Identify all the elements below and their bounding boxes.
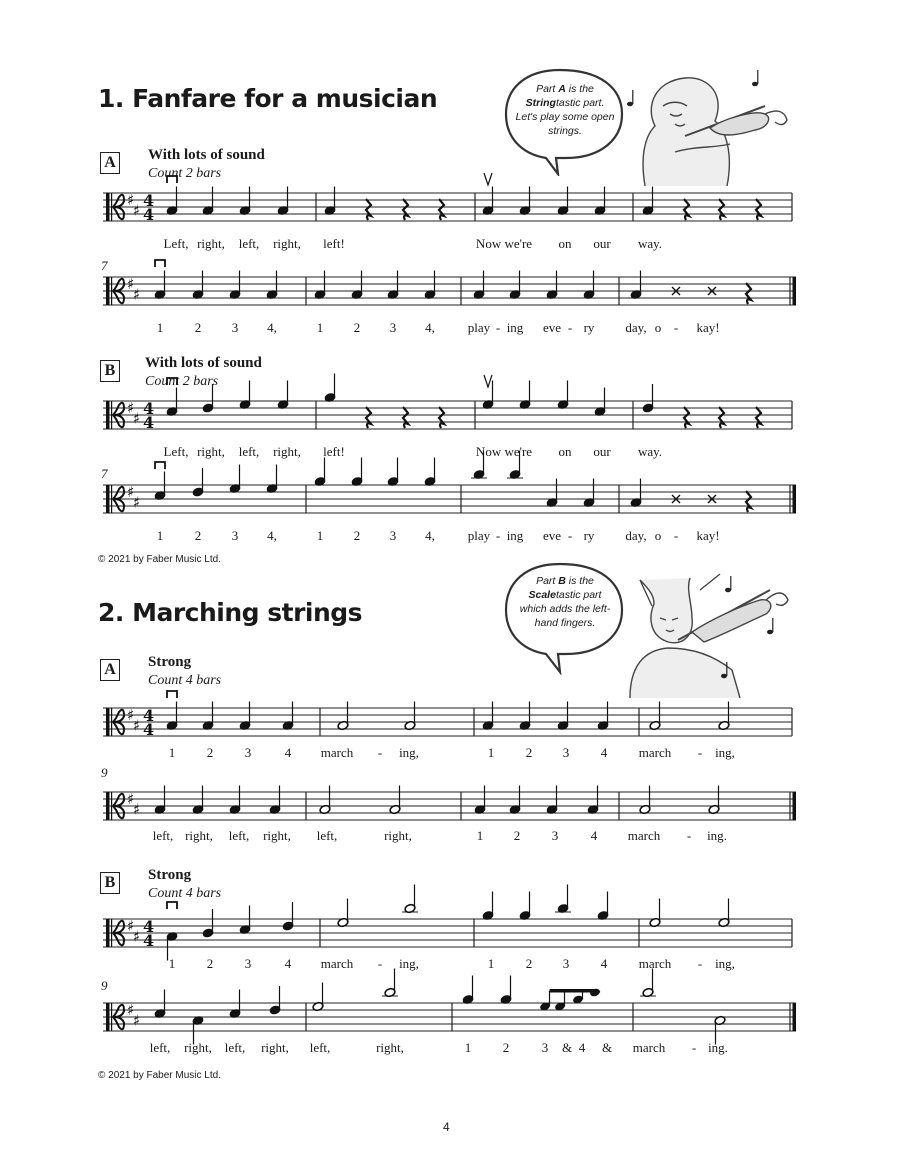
- lyric-syllable: 2: [502, 1040, 510, 1055]
- svg-text:4: 4: [143, 399, 155, 418]
- svg-text:♯: ♯: [127, 483, 135, 501]
- lyric-syllable: 1: [464, 1040, 472, 1055]
- tempo-marking: Strong: [148, 867, 192, 883]
- lyric-syllable: ry: [583, 320, 595, 335]
- key-signature: [127, 1001, 140, 1030]
- lyric-syllable: ing.: [707, 828, 727, 843]
- svg-text:♯: ♯: [127, 706, 135, 724]
- lyric-syllable: left!: [323, 444, 345, 459]
- section-1-title: 1. Fanfare for a musician: [98, 84, 438, 113]
- lyric-syllable: ing,: [399, 956, 419, 971]
- lyric-syllable: 4: [284, 956, 292, 971]
- lyric-syllable: Left,: [163, 236, 189, 251]
- lyric-syllable: march: [638, 956, 672, 971]
- count-in-text: Count 2 bars: [145, 374, 219, 389]
- lyric-syllable: play: [467, 320, 491, 335]
- lyric-syllable: 4,: [267, 320, 277, 335]
- lyric-syllable: right,: [384, 828, 412, 843]
- lyric-syllable: right,: [185, 828, 213, 843]
- lyric-syllable: 3: [541, 1040, 549, 1055]
- lyric-syllable: kay!: [696, 320, 720, 335]
- svg-text:♯: ♯: [127, 917, 135, 935]
- lyric-syllable: march: [627, 828, 661, 843]
- lyric-syllable: left,: [309, 1040, 331, 1055]
- lyric-syllable: 2: [206, 745, 214, 760]
- half-note: [382, 969, 398, 998]
- lyric-syllable: 2: [194, 320, 202, 335]
- lyric-syllable: -: [377, 745, 383, 760]
- lyric-syllable: 4,: [425, 320, 435, 335]
- lyric-syllable: 3: [231, 528, 239, 543]
- lyric-syllable: 2: [525, 745, 533, 760]
- svg-text:4: 4: [143, 205, 155, 224]
- beam: [550, 989, 595, 993]
- lyric-syllable: 2: [194, 528, 202, 543]
- svg-text:♯: ♯: [127, 1001, 135, 1019]
- lyric-syllable: left,: [149, 1040, 171, 1055]
- eighth-note: [539, 991, 551, 1012]
- lyric-syllable: 1: [168, 956, 176, 971]
- lyric-syllable: Now we're: [475, 236, 533, 251]
- speech-bubble-2-text: Part B is the Scaletastic part which adds the left-hand fingers.: [519, 575, 611, 629]
- lyric-syllable: right,: [273, 444, 301, 459]
- svg-text:♯: ♯: [127, 790, 135, 808]
- half-note: [312, 983, 324, 1012]
- part-a-label: A: [100, 152, 120, 174]
- count-in-text: Count 2 bars: [148, 166, 222, 181]
- lyric-syllable: eve: [542, 320, 562, 335]
- lyric-syllable: right,: [263, 828, 291, 843]
- lyric-syllable: 4: [600, 745, 608, 760]
- lyric-syllable: 1: [316, 320, 324, 335]
- lyric-syllable: &: [601, 1040, 613, 1055]
- quarter-note: [500, 976, 512, 1005]
- lyric-syllable: right,: [261, 1040, 289, 1055]
- tempo-marking: With lots of sound: [145, 355, 262, 371]
- lyric-syllable: 2: [206, 956, 214, 971]
- lyric-syllable: 1: [487, 956, 495, 971]
- lyric-syllable: eve: [542, 528, 562, 543]
- lyric-syllable: -: [673, 528, 679, 543]
- bar-number: 9: [101, 765, 108, 780]
- svg-text:♯: ♯: [133, 201, 141, 220]
- section-2-title: 2. Marching strings: [98, 598, 363, 627]
- quarter-note: [269, 986, 281, 1015]
- svg-text:4: 4: [143, 720, 155, 739]
- svg-text:♯: ♯: [133, 800, 141, 819]
- lyric-syllable: 4: [578, 1040, 586, 1055]
- lyric-syllable: ing,: [399, 745, 419, 760]
- lyric-syllable: march: [632, 1040, 666, 1055]
- lyric-syllable: right,: [197, 236, 225, 251]
- svg-text:♯: ♯: [127, 275, 135, 293]
- lyric-syllable: day,: [625, 528, 647, 543]
- svg-text:4: 4: [143, 191, 155, 210]
- lyric-syllable: 4,: [267, 528, 277, 543]
- lyric-syllable: 4: [284, 745, 292, 760]
- lyric-syllable: 3: [562, 956, 570, 971]
- lyric-syllable: play: [467, 528, 491, 543]
- lyric-syllable: 2: [353, 528, 361, 543]
- copyright-notice: © 2021 by Faber Music Ltd.: [98, 1070, 221, 1081]
- lyric-syllable: 3: [244, 745, 252, 760]
- lyric-syllable: right,: [184, 1040, 212, 1055]
- bar-number: 9: [101, 978, 108, 993]
- bar-number: 7: [101, 258, 108, 273]
- part-b-label: B: [100, 360, 120, 382]
- lyric-syllable: 3: [231, 320, 239, 335]
- lyric-syllable: Now we're: [475, 444, 533, 459]
- svg-text:♯: ♯: [133, 409, 141, 428]
- lyric-syllable: left,: [238, 444, 260, 459]
- lyric-syllable: -: [697, 745, 703, 760]
- lyric-syllable: our: [593, 236, 611, 251]
- lyric-syllable: left,: [152, 828, 174, 843]
- lyric-syllable: 1: [168, 745, 176, 760]
- speech-bubble-1-text: Part A is the Stringtastic part. Let's play some open strings.: [515, 83, 615, 137]
- lyric-syllable: -: [567, 528, 573, 543]
- lyric-syllable: day,: [625, 320, 647, 335]
- lyric-syllable: ing: [506, 320, 524, 335]
- lyric-syllable: 4: [590, 828, 598, 843]
- staff-lines: [103, 1003, 796, 1031]
- part-a-label: A: [100, 659, 120, 681]
- half-note: [640, 969, 656, 998]
- lyric-syllable: march: [320, 956, 354, 971]
- lyric-syllable: 3: [244, 956, 252, 971]
- svg-text:♯: ♯: [133, 1011, 141, 1030]
- lyric-syllable: 1: [316, 528, 324, 543]
- page-number: 4: [443, 1120, 450, 1134]
- lyric-syllable: way.: [637, 236, 663, 251]
- lyric-syllable: -: [673, 320, 679, 335]
- lyric-syllable: 2: [513, 828, 521, 843]
- lyric-syllable: 1: [156, 528, 164, 543]
- lyric-syllable: left,: [238, 236, 260, 251]
- lyric-syllable: o: [654, 528, 662, 543]
- quarter-note: [154, 990, 166, 1019]
- svg-text:4: 4: [143, 706, 155, 725]
- lyric-syllable: way.: [637, 444, 663, 459]
- svg-text:4: 4: [143, 413, 155, 432]
- lyric-syllable: -: [377, 956, 383, 971]
- svg-text:♯: ♯: [133, 927, 141, 946]
- svg-text:♯: ♯: [133, 716, 141, 735]
- svg-text:4: 4: [143, 931, 155, 950]
- lyric-syllable: 3: [389, 320, 397, 335]
- lyric-syllable: 4: [600, 956, 608, 971]
- lyric-syllable: 3: [389, 528, 397, 543]
- part-b-label: B: [100, 872, 120, 894]
- lyric-syllable: -: [686, 828, 692, 843]
- svg-text:♯: ♯: [127, 399, 135, 417]
- lyric-syllable: 3: [551, 828, 559, 843]
- svg-text:♯: ♯: [133, 493, 141, 512]
- quarter-note: [462, 976, 474, 1005]
- lyric-syllable: -: [495, 528, 501, 543]
- quarter-note: [229, 990, 241, 1019]
- count-in-text: Count 4 bars: [148, 886, 222, 901]
- lyric-syllable: right,: [197, 444, 225, 459]
- lyric-syllable: o: [654, 320, 662, 335]
- lyric-syllable: kay!: [696, 528, 720, 543]
- lyric-syllable: left,: [224, 1040, 246, 1055]
- lyric-syllable: -: [567, 320, 573, 335]
- lyric-syllable: 1: [476, 828, 484, 843]
- lyric-syllable: ing: [506, 528, 524, 543]
- tempo-marking: With lots of sound: [148, 147, 265, 163]
- lyric-syllable: 2: [353, 320, 361, 335]
- tempo-marking: Strong: [148, 654, 192, 670]
- lyric-syllable: -: [697, 956, 703, 971]
- lyric-syllable: &: [561, 1040, 573, 1055]
- lyric-syllable: 4,: [425, 528, 435, 543]
- final-barline-thick: [793, 1003, 797, 1031]
- lyric-syllable: Left,: [163, 444, 189, 459]
- lyric-syllable: 3: [562, 745, 570, 760]
- lyric-syllable: ing.: [708, 1040, 728, 1055]
- lyric-syllable: right,: [376, 1040, 404, 1055]
- lyric-syllable: -: [691, 1040, 697, 1055]
- svg-text:4: 4: [143, 917, 155, 936]
- lyric-syllable: 1: [156, 320, 164, 335]
- lyric-syllable: right,: [273, 236, 301, 251]
- lyric-syllable: ing,: [715, 745, 735, 760]
- lyric-syllable: march: [638, 745, 672, 760]
- lyric-syllable: on: [558, 444, 572, 459]
- lyric-syllable: left,: [228, 828, 250, 843]
- svg-text:♯: ♯: [127, 191, 135, 209]
- lyric-syllable: -: [495, 320, 501, 335]
- bar-number: 7: [101, 466, 108, 481]
- lyric-syllable: left,: [316, 828, 338, 843]
- lyric-syllable: our: [593, 444, 611, 459]
- svg-text:♯: ♯: [133, 285, 141, 304]
- lyric-syllable: 1: [487, 745, 495, 760]
- copyright-notice: © 2021 by Faber Music Ltd.: [98, 554, 221, 565]
- lyric-syllable: on: [558, 236, 572, 251]
- lyric-syllable: 2: [525, 956, 533, 971]
- lyric-syllable: march: [320, 745, 354, 760]
- count-in-text: Count 4 bars: [148, 673, 222, 688]
- lyric-syllable: ing,: [715, 956, 735, 971]
- lyric-syllable: ry: [583, 528, 595, 543]
- eighth-note: [554, 991, 566, 1012]
- lyric-syllable: left!: [323, 236, 345, 251]
